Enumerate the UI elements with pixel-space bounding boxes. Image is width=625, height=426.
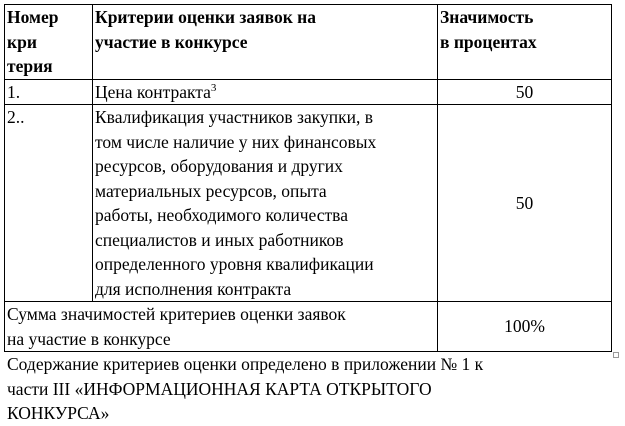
row-weight: 50 <box>438 79 612 105</box>
row-number: 1. <box>5 79 93 105</box>
table-resize-handle[interactable] <box>613 352 619 358</box>
row-criterion: Квалификация участников закупки, в том числе наличие у них финансовых ресурсов, оборудования и других материальных ресурсов, опыта работы, необходимого количества специалистов и иных работников определенного уровня квалификации для исполнения контракта <box>93 105 438 302</box>
total-label: Сумма значимостей критериев оценки заявок на участие в конкурсе <box>5 302 438 352</box>
header-weight: Значимость в процентах <box>438 5 612 80</box>
row-weight: 50 <box>438 105 612 302</box>
total-row <box>5 302 612 352</box>
row-number: 2.. <box>5 105 93 302</box>
footnote-mark: 3 <box>210 81 217 94</box>
header-row <box>5 5 612 80</box>
criterion-text: Цена контракта <box>95 81 211 102</box>
criteria-table <box>4 4 612 352</box>
table-row <box>5 79 612 105</box>
table-row <box>5 105 612 302</box>
criteria-note: Содержание критериев оценки определено в приложении № 1 к части III «ИНФОРМАЦИОННАЯ КАРТА ОТКРЫТОГО КОНКУРСА» <box>7 354 484 423</box>
header-criteria: Критерии оценки заявок на участие в конкурсе <box>93 5 438 80</box>
header-number: Номер кри терия <box>5 5 93 80</box>
total-weight: 100% <box>438 302 612 352</box>
row-criterion <box>93 79 438 105</box>
